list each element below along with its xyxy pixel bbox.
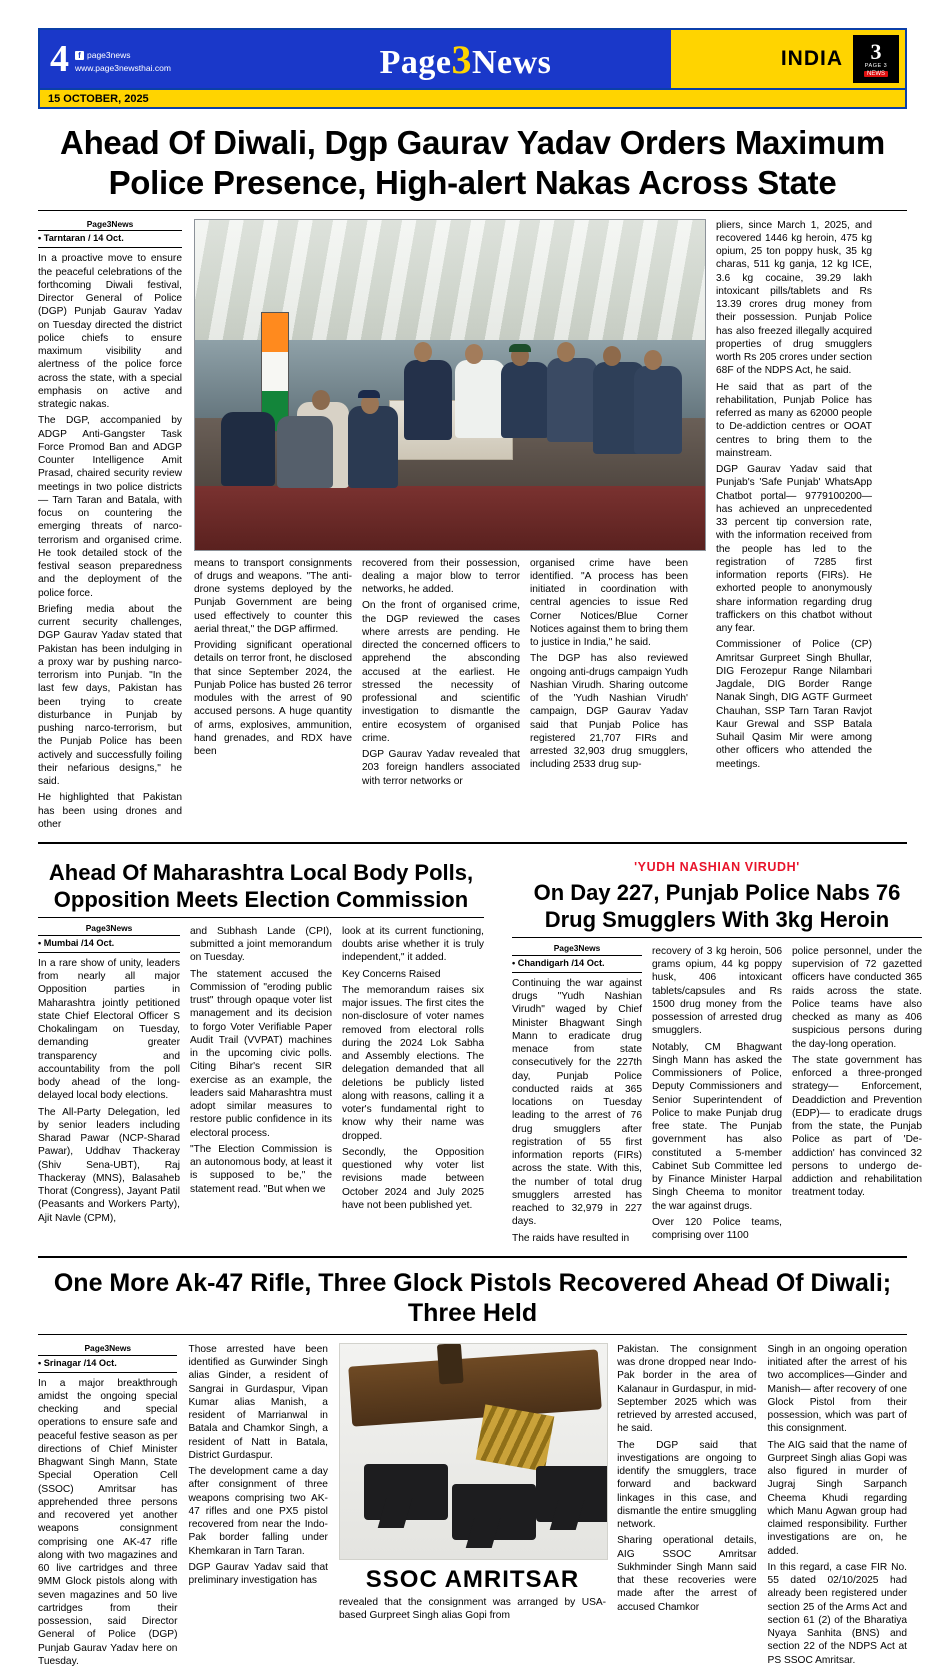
divider-rule-4: [38, 1334, 907, 1335]
lead-source: Page3News: [38, 219, 182, 232]
article4-source: Page3News: [38, 1343, 177, 1356]
paragraph: Pakistan. The consignment was drone dropped near Indo-Pak border in the area of Kalanaur in Gurdaspur, in mid-September 2025 which was retrieved by arrested accused, he said.: [617, 1343, 757, 1435]
paragraph: The All-Party Delegation, led by senior leaders including Sharad Pawar (NCP-Sharad Pawar), Uddhav Thackeray (Shiv Sena-UBT), Raj Thackeray (MNS), Balasaheb Thorat (Congress), Jayant Patil (Peasants and Workers Party), Ajit Navle (CPM),: [38, 1106, 180, 1224]
paragraph: Providing significant operational details on terror front, he disclosed that since September 2024, the Punjab Police has busted 26 terror modules with the arrest of 90 accused persons. A huge quantity of arms, explosives, ammunition, hand grenades, and RDX have been: [194, 640, 352, 757]
paragraph: means to transport consignments of drugs and weapons. "The anti-drone systems deployed by the Punjab Government are being used effectively to counter this aerial threat," the DGP affirmed.: [194, 557, 352, 635]
paragraph: DGP Gaurav Yadav said that Punjab's 'Safe Punjab' WhatsApp Chatbot portal— 9779100200— has achieved an unprecedented 33 percent tip conversion rate, with the information received from the people has led to the registration of 7285 first information reports (FIRs). He exhorted people to anonymously share information regarding drug traffickers on this chatbot without any fear.: [716, 464, 872, 634]
paragraph: In this regard, a case FIR No. 55 dated 02/10/2025 had already been registered under section 25 of the Arms Act and section 61 (2) of the Bharatiya Nyaya Sanhita (BNS) and section 22 of the NDPS Act at PS SSOC Amritsar.: [767, 1561, 908, 1666]
paragraph: Sharing operational details, AIG SSOC Amritsar Sukhminder Singh Mann said that these recoveries were made after the arrest of accused Chamkor: [617, 1535, 757, 1613]
article3-dateline: [512, 958, 642, 973]
cartridges: [476, 1404, 555, 1471]
article2-column-2: [190, 923, 332, 1228]
lead-column-1: [38, 219, 182, 835]
article4-dateline-text: • Srinagar /14 Oct.: [38, 1357, 117, 1368]
masthead: [38, 28, 907, 90]
article3-column-2: [652, 943, 782, 1248]
lead-dateline-text: • Tarntaran / 14 Oct.: [38, 233, 124, 244]
article2-column-3: [342, 923, 484, 1228]
lead-column-3: [362, 557, 520, 791]
facebook-handle: page3news: [87, 50, 131, 61]
article4-headline: One More Ak-47 Rifle, Three Glock Pistols Recovered Ahead Of Diwali; Three Held: [53, 1268, 892, 1327]
article2-dateline-text: • Mumbai /14 Oct.: [38, 937, 115, 948]
paragraph: The raids have resulted in: [512, 1232, 630, 1244]
article3-dateline-text: • Chandigarh /14 Oct.: [512, 957, 605, 968]
paragraph: and Subhash Lande (CPI), submitted a joint memorandum on Tuesday.: [190, 925, 332, 964]
paragraph: The state government has enforced a three-pronged strategy— Enforcement, Deaddiction and Prevention (EDP)— to eradicate drugs from the state, the Punjab Police as part of 'De-addiction' has convinced 32 persons to undergo de-addiction and rehabilitation treatment today.: [792, 1054, 922, 1199]
lead-photo: [194, 219, 706, 551]
article-maharashtra: [38, 854, 484, 1228]
paragraph: He highlighted that Pakistan has been using drones and other: [38, 792, 182, 830]
article4-column-4: [768, 1343, 907, 1670]
article2-headline: Ahead Of Maharashtra Local Body Polls, Opposition Meets Election Commission: [48, 860, 474, 912]
paragraph: Secondly, the Opposition questioned why voter list revisions made between October 2024 and July 2025 have not been published yet.: [342, 1146, 484, 1211]
paragraph: Over 120 Police teams, comprising over 1100: [652, 1216, 782, 1242]
paragraph: The memorandum raises six major issues. The first cites the non-disclosure of voter names removed from electoral rolls during the 2024 Lok Sabha and Assembly elections. The delegation demanded that all deletions be publicly listed along with reasons, calling it a voter's fundamental right to know why their name was dropped.: [342, 984, 484, 1142]
paragraph: The DGP, accompanied by ADGP Anti-Gangster Task Force Promod Ban and ADGP Counter Intelligence Amit Prasad, chaired security review meetings in two police districts— Tarn Taran and Batala, with focus on countering the emerging threats of narco-terrorism and organised crime. He took detailed stock of the festival season preparedness and the deployment of the police force.: [38, 415, 182, 599]
paragraph: "The Election Commission is an autonomous body, at least it is supposed to be," the statement read. "But when we: [190, 1143, 332, 1195]
paper-title: [380, 36, 552, 83]
article3-columns: [512, 943, 922, 1248]
paragraph: He said that as part of the rehabilitation, Punjab Police has referred as many as 62000 people to De-addiction centres or OOAT centres to bring them to the mainstream.: [716, 381, 872, 459]
article4-photo-block: [339, 1343, 606, 1623]
paragraph: pliers, since March 1, 2025, and recovered 1446 kg heroin, 475 kg opium, 25 ton poppy husk, 35 kg charas, 511 kg ganja, 12 kg ICE, 3.6 kg cocaine, 39.29 lakh intoxicant pills/tablets and Rs 13.39 crores drug money from their possession. Punjab Police has also freezed illegally acquired properties of drug smugglers worth Rs 205 crores under section 68F of the NDPS Act, he said.: [716, 219, 872, 377]
paragraph: The DGP has also reviewed ongoing anti-drugs campaign Yudh Nashian Virudh. Sharing outcome of the 'Yudh Nashian Virudh' campaign, DGP Gaurav Yadav said that Punjab Police has registered 21,707 FIRs and arrested 32,903 drug smugglers, including 2533 drug sup-: [530, 653, 688, 771]
paragraph: Those arrested have been identified as Gurwinder Singh alias Ginder, a resident of Sangrai in Gurdaspur, Vipan Kumar alias Manish, a resident of Marrianwal in Batala and Chamkor Singh, a resident of Natt in Batala, District Gurdaspur.: [188, 1343, 328, 1461]
newspaper-page: [0, 28, 945, 1671]
paragraph: recovery of 3 kg heroin, 506 grams opium, 44 kg poppy husk, 406 intoxicant tablets/capsules and Rs 1500 drug money from the possession of arrested drug smugglers.: [652, 945, 782, 1037]
article3-column-1: [512, 943, 642, 1248]
lead-dateline: [38, 233, 182, 248]
divider-rule: [38, 210, 907, 211]
paragraph: Singh in an ongoing operation initiated after the arrest of his two accomplices—Ginder and Manish— after recovery of one Glock Pistol from their possession, which was part of this consignment.: [767, 1343, 908, 1435]
article3-column-3: [792, 943, 922, 1248]
publication-date: 15 OCTOBER, 2025: [48, 92, 149, 105]
paragraph: On the front of organised crime, the DGP reviewed the cases where arrests are pending. He directed the concerned officers to apprehend the absconding accused at the earliest. He stressed the necessity of professional and scientific investigation to dismantle the entire ecosystem of organised crime.: [362, 600, 520, 744]
title-three: 3: [451, 36, 472, 82]
logo-number: 3: [870, 39, 882, 65]
photo-label: SSOC AMRITSAR: [365, 1565, 580, 1593]
page3-logo: [853, 35, 899, 83]
subhead: Key Concerns Raised: [342, 968, 441, 980]
paragraph: Briefing media about the current security challenges, DGP Gaurav Yadav stated that Pakistan has been indulging in a proxy war by pushing narco-terrorism into Punjab. "In the last few days, Pakistan has been trying to create disturbance in Punjab by pushing narco-terrorism, but the Punjab Police has been actively and successfully foiling their nefarious designs," he said.: [38, 603, 182, 788]
date-bar: [38, 90, 907, 109]
paragraph: Commissioner of Police (CP) Amritsar Gurpreet Singh Bhullar, DIG Ferozepur Range Nilambari Jagdale, DIG Border Range Nanak Singh, DIG AGTF Gurmeet Chauhan, SSP Tarn Taran Ravjot Kaur Grewal and SSP Batala Suhail Qasim Mir were among other officers who attended the meetings.: [716, 639, 872, 770]
paragraph: DGP Gaurav Yadav said that preliminary investigation has: [188, 1561, 328, 1587]
lead-center-block: [194, 219, 704, 791]
article2-column-1: [38, 923, 180, 1228]
glock-pistol: [452, 1484, 536, 1540]
paragraph: The development came a day after consignment of three weapons comprising two AK-47 rifles and one PX5 pistol recovered from near the Indo-Pak border falling under Khemkaran in Tarn Taran.: [188, 1466, 328, 1557]
article4-dateline: [38, 1358, 177, 1373]
masthead-center: [260, 30, 671, 88]
photo-caption: revealed that the consignment was arranged by USA-based Gurpreet Singh alias Gopi from: [338, 1596, 607, 1622]
ak47-rifle: [348, 1349, 602, 1426]
lead-article: [38, 219, 907, 835]
website-url[interactable]: www.page3newsthai.com: [75, 63, 171, 73]
weapons-photo: [339, 1343, 608, 1560]
title-part-2: News: [471, 43, 552, 81]
paragraph: The DGP said that investigations are ongoing to identify the smugglers, trace forward and backward linkages in this case, and dismantle the entire smuggling network.: [617, 1439, 757, 1531]
article3-source: Page3News: [512, 943, 642, 956]
edition-label: INDIA: [780, 47, 843, 70]
logo-subtitle: PAGE 3: [864, 63, 888, 70]
paragraph: look at its current functioning, doubts arise whether it is truly independent," it added.: [342, 925, 484, 964]
paragraph: In a rare show of unity, leaders from nearly all major Opposition parties in Maharashtra jointly petitioned state Chief Electoral Officer S Chokalingam on Tuesday, demanding greater transparency and accountability from the poll body ahead of the long-delayed local body elections.: [38, 957, 180, 1102]
article-weapons: [38, 1343, 907, 1671]
divider-rule-2: [38, 842, 907, 844]
paragraph: Notably, CM Bhagwant Singh Mann has asked the Commissioners of Police, Deputy Commissioners and Senior Superintendent of Police to make Punjab drug free state. The Punjab government has also constituted a 5-member Cabinet Sub Committee led by Finance Minister Harpal Singh Cheema to monitor the war against drugs.: [652, 1041, 782, 1212]
paragraph: The AIG said that the name of Gurpreet Singh alias Gopi was also figured in murder of Jugraj Singh Sarpanch Cheema Khudi regarding which Manu Agwan group had claimed responsibility. Further investigations are on, he added.: [767, 1439, 908, 1557]
title-part-1: Page: [379, 43, 452, 81]
article2-dateline: [38, 938, 180, 953]
paragraph: The statement accused the Commission of "eroding public trust" through opaque voter list management and its decision to forgo Voter Verifiable Paper Audit Trail (VVPAT) machines in the upcoming civic polls. Citing Bihar's recent SIR exercise as an example, the leaders said Maharashtra must adopt similar measures to restore public confidence in its electoral process.: [190, 968, 332, 1139]
paragraph: police personnel, under the supervision of 72 gazetted officers have conducted 365 raids across the state. Police teams have also checked as many as 406 suspicious persons during the day-long operation.: [792, 945, 922, 1050]
paragraph: Continuing the war against drugs "Yudh Nashian Virudh" waged by Chief Minister Bhagwant Singh Mann to eradicate drug menace from state consecutively for the 227th day, Punjab Police conducted raids at 365 locations on Tuesday leading to the arrest of 76 drug smugglers after registration of 55 first information reports (FIRs) across the state. With this, the number of total drug smugglers arrested has reached to 32,979 in 227 days.: [512, 977, 642, 1228]
masthead-links: [75, 43, 171, 75]
masthead-left: [40, 30, 260, 88]
glock-pistol: [364, 1464, 448, 1520]
paragraph: organised crime have been identified. "A process has been initiated in coordination with central agencies to issue Red Corner Notices/Blue Corner Notices against them to bring them to justice in India," he said.: [530, 557, 688, 648]
paragraph: DGP Gaurav Yadav revealed that 203 foreign handlers associated with terror networks or: [362, 749, 520, 787]
middle-band: [38, 854, 922, 1248]
glock-pistol: [536, 1466, 608, 1522]
logo-news-tag: NEWS: [864, 71, 888, 77]
article-yudh-nashian: [512, 854, 922, 1248]
page-number: 4: [50, 38, 69, 80]
lead-column-4: [530, 557, 688, 791]
article4-column-2: [188, 1343, 327, 1591]
lead-column-5: [716, 219, 872, 774]
masthead-right: [671, 30, 905, 88]
article4-column-1: [38, 1343, 177, 1671]
lead-headline: Ahead Of Diwali, Dgp Gaurav Yadav Orders Maximum Police Presence, High-alert Nakas Across State: [60, 124, 885, 202]
paragraph: recovered from their possession, dealing a major blow to terror networks, he added.: [362, 557, 520, 595]
article3-headline: On Day 227, Punjab Police Nabs 76 Drug Smugglers With 3kg Heroin: [533, 880, 901, 932]
lead-center-columns: [194, 557, 704, 791]
article2-columns: [38, 923, 484, 1228]
divider-rule-3: [38, 1256, 907, 1258]
article2-source: Page3News: [38, 923, 180, 936]
paragraph: In a major breakthrough amidst the ongoing special checking and special operations to ensure safe and peaceful festive season as per directions of Chief Minister Bhagwant Singh Mann, State Special Operation Cell (SSOC) Amritsar has apprehended three persons and recovered yet another weapons consignment comprising one AK-47 rifle along with two magazines and 60 live cartridges and three 9MM Glock pistols along with seven magazines and 50 live cartridges from their possession, said Director General of Police (DGP) Punjab Gaurav Yadav here on Tuesday.: [38, 1377, 178, 1667]
article3-kicker: 'YUDH NASHIAN VIRUDH': [634, 860, 800, 875]
paragraph: In a proactive move to ensure the peaceful celebrations of the forthcoming Diwali festival, Director General of Police (DGP) Punjab Gaurav Yadav on Tuesday directed the district police chiefs to ensure maximum visibility and alertness of the police force across the state, with a special emphasis on active and strategic nakas.: [38, 253, 182, 411]
article4-column-3: [617, 1343, 756, 1617]
facebook-icon: f: [75, 51, 84, 60]
lead-column-2: [194, 557, 352, 791]
